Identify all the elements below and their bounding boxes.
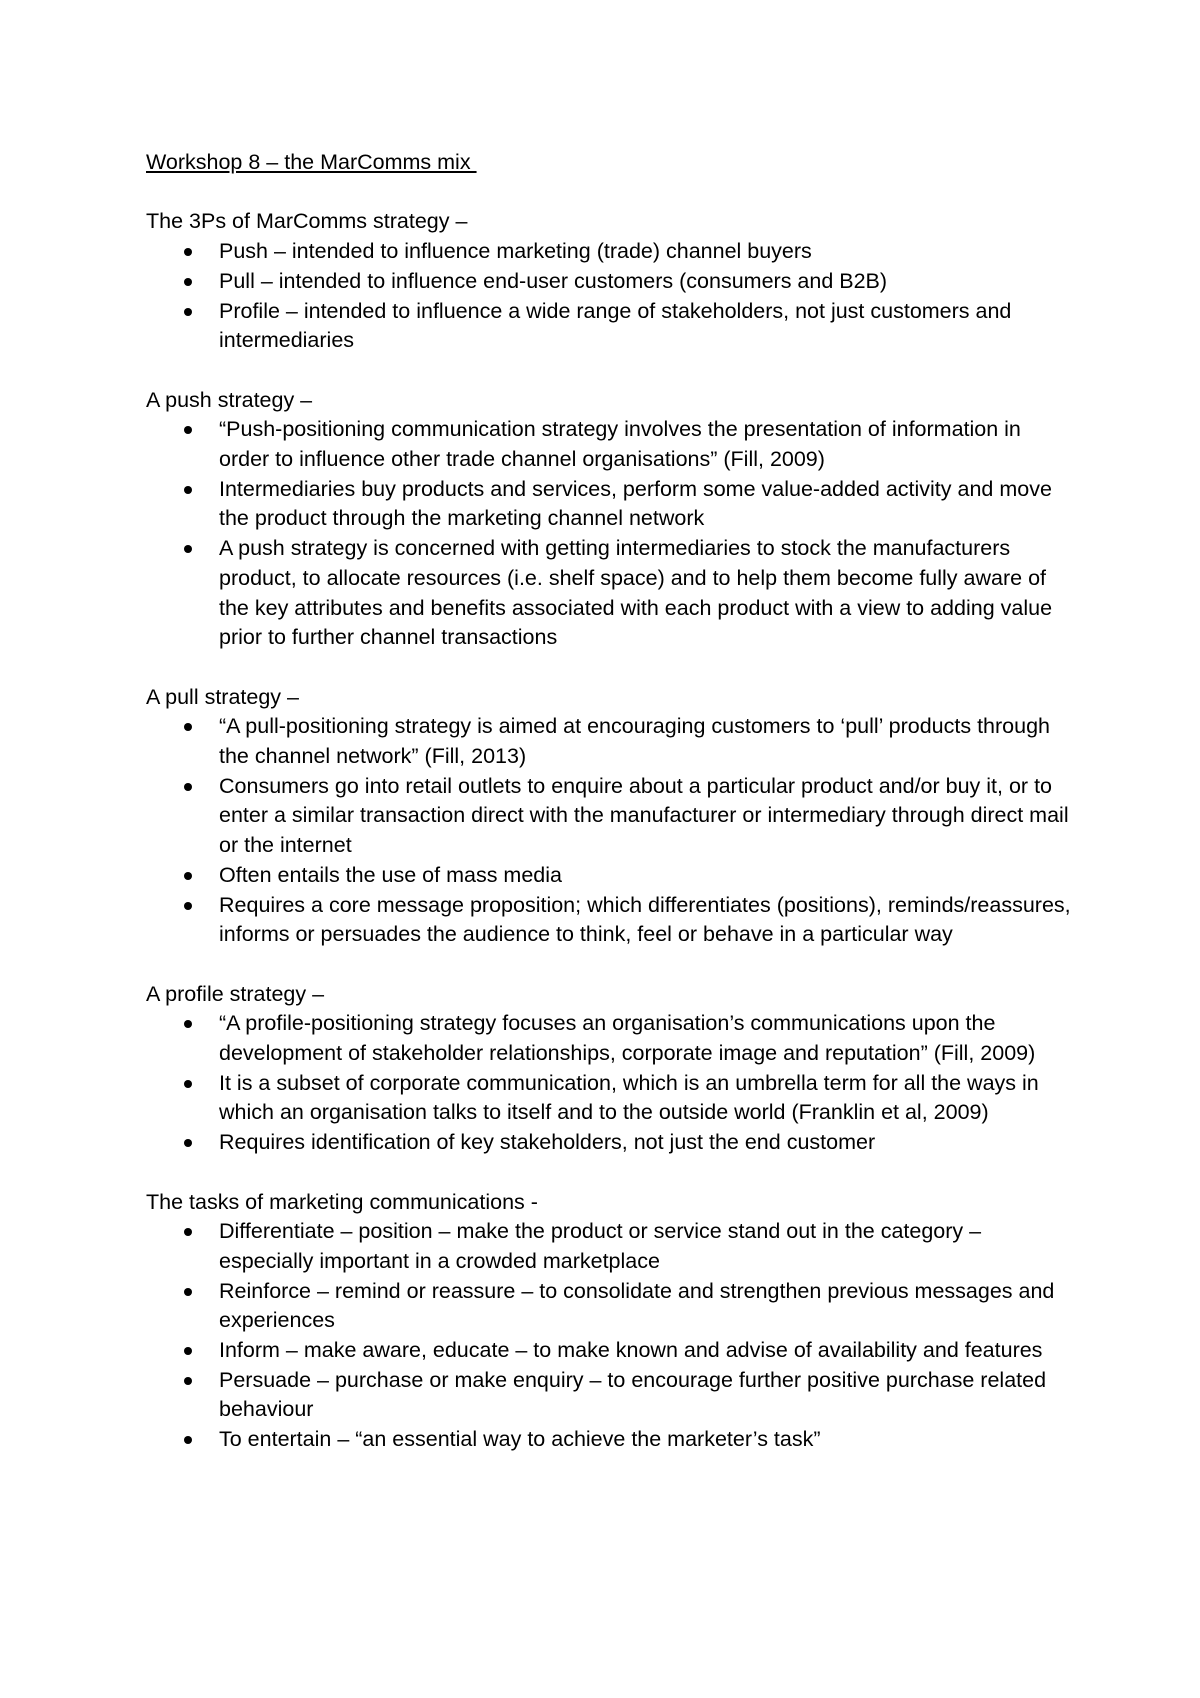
list-item-text: Differentiate – position – make the product or service stand out in the category – especially important in a crowded marketplace [219, 1219, 982, 1273]
bullet-icon [184, 278, 192, 286]
section-heading-profile: A profile strategy – [146, 981, 325, 1006]
list-item-text: Consumers go into retail outlets to enquire about a particular product and/or buy it, or to enter a similar transaction direct with the manufacturer or intermediary through direct mail or the internet [219, 773, 1069, 858]
section-heading-push: A push strategy – [146, 387, 313, 412]
bullet-icon [184, 872, 192, 880]
list-item-text: “A pull-positioning strategy is aimed at encouraging customers to ‘pull’ products through the channel network” (Fill, 2013) [219, 714, 1050, 769]
list-item-text: “Push-positioning communication strategy involves the presentation of information in order to influence other trade channel organisations” (Fill, 2009) [219, 417, 1021, 471]
list-item [146, 475, 1076, 534]
list-item [146, 237, 1076, 267]
list-item-text: Requires a core message proposition; which differentiates (positions), reminds/reassures, informs or persuades the audience to think, feel or behave in a particular way [219, 892, 1071, 947]
list-item [146, 891, 1076, 950]
bullet-icon [184, 723, 192, 731]
list-item-text: Reinforce – remind or reassure – to consolidate and strengthen previous messages and experiences [219, 1278, 1055, 1333]
list-item [146, 415, 1076, 474]
document-title: Workshop 8 – the MarComms mix [146, 150, 477, 174]
bullet-icon [184, 545, 192, 553]
list-item-text: Requires identification of key stakeholders, not just the end customer [219, 1130, 876, 1155]
bullet-icon [184, 1228, 192, 1236]
list-item [146, 861, 1076, 891]
list-item [146, 1425, 1076, 1455]
bullet-list-profile [146, 1009, 1076, 1158]
list-item [146, 1336, 1076, 1366]
list-item-text: A push strategy is concerned with getting intermediaries to stock the manufacturers product, to allocate resources (i.e. shelf space) and to help them become fully aware of the key attributes and benefits associated with each product with a view to adding value prior to further channel transactions [219, 536, 1053, 650]
bullet-icon [184, 1347, 192, 1355]
spacer [146, 950, 1076, 980]
list-item [146, 1277, 1076, 1336]
spacer [146, 653, 1076, 683]
bullet-icon [184, 1020, 192, 1028]
bullet-list-push [146, 415, 1076, 653]
list-item-text: To entertain – “an essential way to achieve the marketer’s task” [219, 1427, 821, 1452]
spacer [146, 356, 1076, 386]
list-item [146, 712, 1076, 771]
bullet-icon [184, 1288, 192, 1296]
bullet-icon [184, 1080, 192, 1088]
bullet-icon [184, 248, 192, 256]
bullet-list-3ps [146, 237, 1076, 356]
list-item [146, 534, 1076, 653]
list-item [146, 1366, 1076, 1425]
list-item-text: Pull – intended to influence end-user customers (consumers and B2B) [219, 268, 888, 293]
document-body [146, 148, 1076, 1455]
bullet-icon [184, 1436, 192, 1444]
bullet-icon [184, 1139, 192, 1147]
list-item-text: Intermediaries buy products and services, perform some value-added activity and move the product through the marketing channel network [219, 476, 1052, 531]
list-item [146, 267, 1076, 297]
list-item [146, 297, 1076, 356]
bullet-icon [184, 902, 192, 910]
bullet-icon [184, 486, 192, 494]
list-item-text: Inform – make aware, educate – to make known and advise of availability and features [219, 1338, 1043, 1363]
bullet-icon [184, 426, 192, 434]
spacer [146, 1158, 1076, 1188]
list-item-text: Often entails the use of mass media [219, 862, 562, 887]
list-item [146, 772, 1076, 861]
list-item-text: Push – intended to influence marketing (trade) channel buyers [219, 239, 812, 264]
list-item [146, 1128, 1076, 1158]
section-heading-pull: A pull strategy – [146, 684, 299, 709]
bullet-icon [184, 783, 192, 791]
list-item [146, 1217, 1076, 1276]
list-item-text: It is a subset of corporate communication, which is an umbrella term for all the ways in which an organisation talks to itself and to the outside world (Franklin et al, 2009) [219, 1070, 1039, 1125]
section-heading-tasks: The tasks of marketing communications - [146, 1189, 538, 1214]
section-heading-3ps: The 3Ps of MarComms strategy – [146, 209, 468, 234]
list-item-text: Persuade – purchase or make enquiry – to encourage further positive purchase related behaviour [219, 1367, 1047, 1422]
bullet-icon [184, 308, 192, 316]
list-item-text: “A profile-positioning strategy focuses an organisation’s communications upon the development of stakeholder relationships, corporate image and reputation” (Fill, 2009) [219, 1011, 1036, 1066]
list-item [146, 1009, 1076, 1068]
list-item [146, 1069, 1076, 1128]
list-item-text: Profile – intended to influence a wide range of stakeholders, not just customers and intermediaries [219, 298, 1012, 353]
bullet-list-pull [146, 712, 1076, 950]
bullet-icon [184, 1377, 192, 1385]
spacer [146, 178, 1076, 208]
bullet-list-tasks [146, 1217, 1076, 1455]
